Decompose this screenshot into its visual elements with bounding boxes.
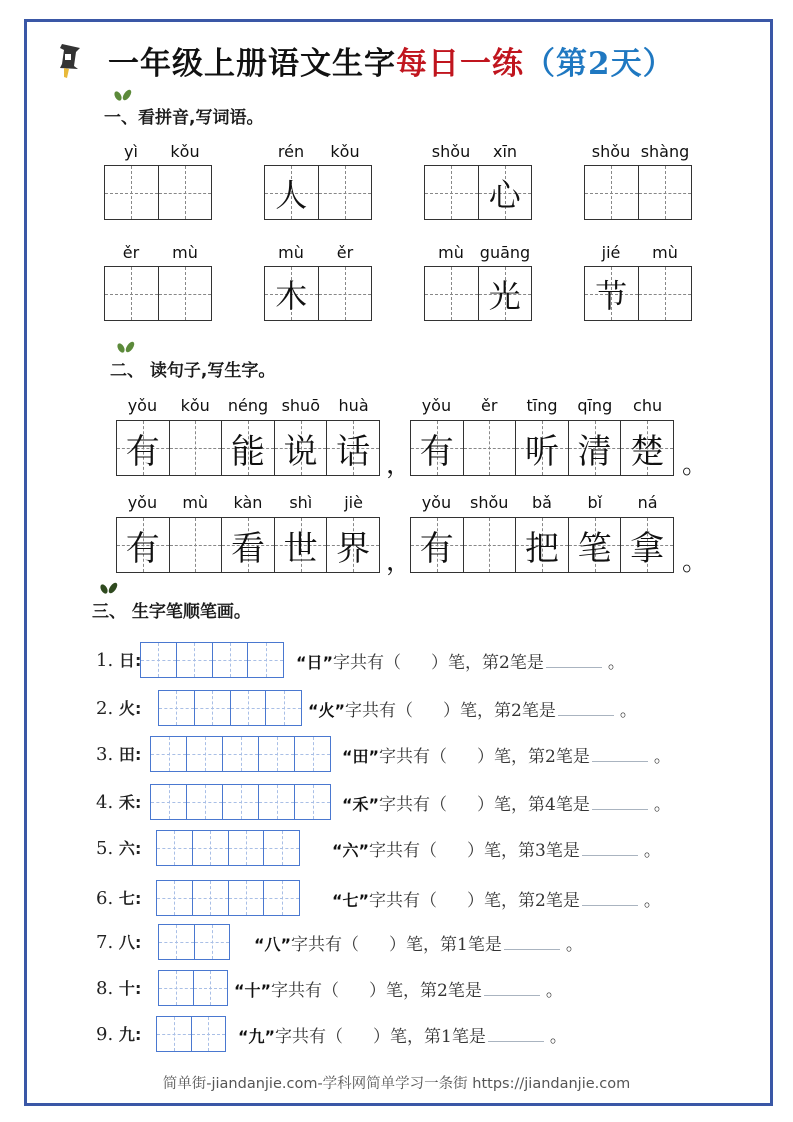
question-character: 六 — [118, 839, 135, 858]
pinyin-syllable: mù — [278, 243, 304, 262]
question-number: 7. — [96, 932, 114, 953]
stroke-cell[interactable] — [213, 643, 249, 677]
stroke-cell[interactable] — [192, 1017, 226, 1051]
quoted-character: “禾” — [342, 795, 380, 814]
stroke-answer-blank[interactable] — [546, 667, 602, 668]
sentence-character: 清 — [577, 431, 612, 472]
question-text — [308, 696, 637, 721]
stroke-cell[interactable] — [157, 831, 193, 865]
pinyin-row — [410, 493, 674, 512]
grid-cell[interactable] — [265, 267, 319, 320]
stroke-cell[interactable] — [223, 737, 259, 771]
page-title — [108, 38, 675, 83]
sentence-character: 有 — [125, 431, 160, 472]
sentence-character: 有 — [419, 431, 454, 472]
stroke-order-grid[interactable] — [158, 924, 230, 960]
question-label — [96, 696, 141, 719]
stroke-nth-prompt: ）笔，第2笔是 — [477, 747, 590, 767]
question-number: 2. — [96, 698, 114, 719]
full-stop: 。 — [549, 1027, 567, 1047]
given-character: 木 — [275, 276, 308, 315]
title-part-2: 每日一练 — [396, 46, 524, 82]
stroke-answer-blank[interactable] — [582, 855, 638, 856]
pinyin-syllable: kǒu — [180, 396, 210, 415]
colon: : — [134, 933, 142, 952]
grid-cell[interactable] — [265, 166, 319, 219]
stroke-cell[interactable] — [295, 737, 330, 771]
stroke-count-prompt: 字共有（ — [379, 747, 448, 767]
stroke-cell[interactable] — [264, 831, 299, 865]
stroke-count-prompt: 字共有（ — [275, 1027, 344, 1047]
pinyin-syllable: xīn — [492, 142, 518, 161]
question-text — [342, 742, 671, 767]
pinyin-syllable: kǒu — [170, 142, 200, 161]
full-stop: 。 — [565, 935, 583, 955]
stroke-cell[interactable] — [157, 881, 193, 915]
stroke-order-grid[interactable] — [140, 642, 284, 678]
stroke-answer-blank[interactable] — [582, 905, 638, 906]
pinyin-row — [584, 243, 692, 262]
question-character: 十 — [118, 979, 135, 998]
pinyin-syllable: shǒu — [591, 142, 631, 161]
grid-cell[interactable] — [275, 518, 328, 572]
full-stop: 。 — [643, 841, 661, 861]
sentence-grid[interactable] — [116, 420, 380, 476]
question-character: 禾 — [118, 793, 135, 812]
full-stop: 。 — [653, 747, 671, 767]
sentence-character: 笔 — [577, 528, 612, 569]
stroke-cell[interactable] — [248, 643, 283, 677]
stroke-cell[interactable] — [231, 691, 267, 725]
stroke-cell[interactable] — [159, 925, 195, 959]
grid-cell[interactable] — [275, 421, 328, 475]
stroke-order-grid[interactable] — [156, 1016, 226, 1052]
pinyin-syllable: shì — [289, 493, 313, 512]
question-number: 1. — [96, 650, 114, 671]
grid-cell[interactable] — [327, 421, 379, 475]
stroke-cell[interactable] — [229, 831, 265, 865]
grid-cell[interactable] — [585, 267, 639, 320]
pinyin-syllable: mù — [652, 243, 678, 262]
stroke-order-grid[interactable] — [158, 690, 302, 726]
pinyin-syllable: yǒu — [127, 493, 158, 512]
stroke-cell[interactable] — [159, 971, 194, 1005]
question-number: 9. — [96, 1024, 114, 1045]
pinyin-syllable: ěr — [336, 243, 354, 262]
question-character: 火 — [118, 699, 135, 718]
grid-cell[interactable] — [117, 518, 170, 572]
full-stop: 。 — [653, 795, 671, 815]
writing-grid[interactable] — [264, 165, 372, 220]
question-label — [96, 930, 141, 953]
sentence-character: 话 — [336, 431, 371, 472]
sentence-character: 说 — [283, 431, 318, 472]
colon: : — [134, 1025, 142, 1044]
full-stop: 。 — [545, 981, 563, 1001]
full-stop: 。 — [643, 891, 661, 911]
pinyin-row — [116, 396, 380, 415]
grid-cell[interactable] — [159, 166, 212, 219]
pinyin-syllable: mù — [172, 243, 198, 262]
writing-grid[interactable] — [424, 266, 532, 321]
sentence-character: 有 — [419, 528, 454, 569]
title-part-1: 一年级上册语文生字 — [108, 46, 396, 82]
colon: : — [134, 745, 142, 764]
stroke-order-grid[interactable] — [158, 970, 228, 1006]
stroke-cell[interactable] — [266, 691, 301, 725]
stroke-count-prompt: 字共有（ — [369, 891, 438, 911]
pinyin-syllable: shuō — [281, 396, 320, 415]
grid-cell[interactable] — [425, 166, 479, 219]
stroke-count-prompt: 字共有（ — [379, 795, 448, 815]
stroke-order-grid[interactable] — [150, 736, 331, 772]
grid-cell[interactable] — [585, 166, 639, 219]
writing-grid[interactable] — [584, 165, 692, 220]
pinyin-syllable: yǒu — [421, 493, 452, 512]
question-label — [96, 1022, 141, 1045]
grid-cell[interactable] — [170, 421, 223, 475]
grid-cell[interactable] — [159, 267, 212, 320]
stroke-nth-prompt: ）笔，第1笔是 — [389, 935, 502, 955]
quoted-character: “九” — [238, 1027, 276, 1046]
pinyin-syllable: tīng — [526, 396, 558, 415]
stroke-cell[interactable] — [187, 737, 223, 771]
pinyin-syllable: qīng — [577, 396, 613, 415]
grid-cell[interactable] — [569, 421, 622, 475]
quoted-character: “火” — [308, 701, 346, 720]
colon: : — [134, 979, 142, 998]
sentence-grid[interactable] — [410, 517, 674, 573]
question-label — [96, 790, 141, 813]
grid-cell[interactable] — [319, 166, 372, 219]
question-character: 田 — [118, 745, 135, 764]
stroke-answer-blank[interactable] — [488, 1041, 544, 1042]
stroke-cell[interactable] — [264, 881, 299, 915]
pinyin-syllable: yǒu — [127, 396, 158, 415]
colon: : — [134, 699, 142, 718]
stroke-cell[interactable] — [187, 785, 223, 819]
grid-cell[interactable] — [319, 267, 372, 320]
question-number: 6. — [96, 888, 114, 909]
pinyin-row — [424, 142, 532, 161]
question-text — [238, 1022, 567, 1047]
pinyin-syllable: bǎ — [532, 493, 552, 512]
stroke-nth-prompt: ）笔，第1笔是 — [373, 1027, 486, 1047]
section-1-heading: 一、看拼音,写词语。 — [104, 108, 264, 128]
question-label — [96, 976, 141, 999]
stroke-cell[interactable] — [151, 785, 187, 819]
stroke-cell[interactable] — [159, 691, 195, 725]
pinyin-syllable: mù — [182, 493, 209, 512]
pinyin-syllable: shǒu — [469, 493, 509, 512]
pinyin-syllable: shǒu — [431, 142, 471, 161]
sentence-character: 能 — [230, 431, 265, 472]
grid-cell[interactable] — [569, 518, 622, 572]
pinyin-syllable: rén — [277, 142, 305, 161]
grid-cell[interactable] — [411, 421, 464, 475]
stroke-nth-prompt: ）笔，第2笔是 — [369, 981, 482, 1001]
grid-cell[interactable] — [105, 166, 159, 219]
sentence-grid[interactable] — [410, 420, 674, 476]
section-3-heading: 三、 生字笔顺笔画。 — [92, 602, 251, 622]
pinyin-syllable: shàng — [640, 142, 690, 161]
full-stop: 。 — [682, 450, 709, 480]
writing-grid[interactable] — [264, 266, 372, 321]
grid-cell[interactable] — [639, 267, 692, 320]
pinyin-row — [584, 142, 692, 161]
pinyin-syllable: kàn — [233, 493, 263, 512]
stroke-answer-blank[interactable] — [484, 995, 540, 996]
pinyin-syllable: mù — [438, 243, 464, 262]
stroke-count-prompt: 字共有（ — [369, 841, 438, 861]
stroke-count-prompt: 字共有（ — [271, 981, 340, 1001]
quoted-character: “十” — [234, 981, 272, 1000]
stroke-cell[interactable] — [229, 881, 265, 915]
question-text — [332, 886, 661, 911]
sentence-character: 界 — [336, 528, 371, 569]
question-text — [254, 930, 583, 955]
question-character: 七 — [118, 889, 135, 908]
grid-cell[interactable] — [621, 421, 673, 475]
grid-cell[interactable] — [411, 518, 464, 572]
pushpin-icon — [52, 40, 86, 80]
stroke-order-grid[interactable] — [156, 830, 300, 866]
pinyin-syllable: jié — [601, 243, 621, 262]
full-stop: 。 — [682, 547, 709, 577]
footer-watermark: 简单街-jiandanjie.com-学科网简单学习一条街 https://jiandanjie.com — [162, 1076, 631, 1092]
grid-cell[interactable] — [479, 166, 532, 219]
grid-cell[interactable] — [170, 518, 223, 572]
pinyin-syllable: chu — [633, 396, 663, 415]
question-character: 八 — [118, 933, 135, 952]
sentence-character: 拿 — [630, 528, 665, 569]
grid-cell[interactable] — [425, 267, 479, 320]
stroke-cell[interactable] — [195, 691, 231, 725]
quoted-character: “八” — [254, 935, 292, 954]
stroke-cell[interactable] — [193, 831, 229, 865]
given-character: 心 — [488, 175, 521, 214]
writing-grid[interactable] — [584, 266, 692, 321]
sentence-character: 看 — [230, 528, 265, 569]
question-number: 3. — [96, 744, 114, 765]
leaf-icon — [115, 340, 137, 354]
grid-cell[interactable] — [464, 518, 517, 572]
pinyin-syllable: guāng — [479, 243, 531, 262]
stroke-cell[interactable] — [223, 785, 259, 819]
pinyin-syllable: ná — [637, 493, 658, 512]
pinyin-syllable: ěr — [480, 396, 498, 415]
pinyin-row — [104, 142, 212, 161]
colon: : — [134, 889, 142, 908]
colon: : — [134, 651, 142, 670]
pinyin-syllable: jiè — [344, 493, 363, 512]
question-label — [96, 742, 141, 765]
grid-cell[interactable] — [479, 267, 532, 320]
stroke-cell[interactable] — [193, 881, 229, 915]
quoted-character: “田” — [342, 747, 380, 766]
sentence-grid[interactable] — [116, 517, 380, 573]
pinyin-row — [424, 243, 532, 262]
question-text — [234, 976, 563, 1001]
quoted-character: “七” — [332, 891, 370, 910]
comma: ， — [386, 450, 413, 480]
stroke-cell[interactable] — [295, 785, 330, 819]
stroke-nth-prompt: ）笔，第3笔是 — [467, 841, 580, 861]
question-text — [332, 836, 661, 861]
question-label — [96, 886, 141, 909]
grid-cell[interactable] — [516, 421, 569, 475]
stroke-answer-blank[interactable] — [558, 715, 614, 716]
grid-cell[interactable] — [516, 518, 569, 572]
question-number: 5. — [96, 838, 114, 859]
pinyin-syllable: yǒu — [421, 396, 452, 415]
colon: : — [134, 793, 142, 812]
sentence-character: 听 — [524, 431, 559, 472]
stroke-cell[interactable] — [259, 785, 295, 819]
stroke-cell[interactable] — [141, 643, 177, 677]
pinyin-syllable: yì — [124, 142, 138, 161]
grid-cell[interactable] — [464, 421, 517, 475]
stroke-cell[interactable] — [177, 643, 213, 677]
question-text — [342, 790, 671, 815]
pinyin-row — [116, 493, 380, 512]
sentence-character: 世 — [283, 528, 318, 569]
stroke-order-grid[interactable] — [156, 880, 300, 916]
stroke-count-prompt: 字共有（ — [333, 653, 402, 673]
stroke-nth-prompt: ）笔，第2笔是 — [467, 891, 580, 911]
grid-cell[interactable] — [222, 421, 275, 475]
stroke-count-prompt: 字共有（ — [345, 701, 414, 721]
stroke-nth-prompt: ）笔，第2笔是 — [431, 653, 544, 673]
sentence-character: 把 — [524, 528, 559, 569]
pinyin-syllable: ěr — [122, 243, 140, 262]
pinyin-syllable: huà — [338, 396, 369, 415]
question-character: 九 — [118, 1025, 135, 1044]
given-character: 光 — [488, 276, 521, 315]
pinyin-syllable: bǐ — [587, 493, 603, 512]
colon: : — [134, 839, 142, 858]
pinyin-row — [104, 243, 212, 262]
stroke-answer-blank[interactable] — [592, 809, 648, 810]
grid-cell[interactable] — [105, 267, 159, 320]
question-number: 4. — [96, 792, 114, 813]
question-character: 日 — [118, 651, 135, 670]
question-number: 8. — [96, 978, 114, 999]
pinyin-syllable: néng — [227, 396, 269, 415]
quoted-character: “六” — [332, 841, 370, 860]
writing-grid[interactable] — [104, 266, 212, 321]
stroke-cell[interactable] — [194, 971, 228, 1005]
pinyin-syllable: kǒu — [330, 142, 360, 161]
stroke-order-grid[interactable] — [150, 784, 331, 820]
grid-cell[interactable] — [621, 518, 673, 572]
stroke-cell[interactable] — [151, 737, 187, 771]
grid-cell[interactable] — [327, 518, 379, 572]
stroke-nth-prompt: ）笔，第4笔是 — [477, 795, 590, 815]
full-stop: 。 — [607, 653, 625, 673]
section-2-heading: 二、 读句子,写生字。 — [110, 361, 276, 381]
title-part-3: （第2天） — [524, 46, 675, 82]
stroke-cell[interactable] — [157, 1017, 192, 1051]
question-text — [296, 648, 625, 673]
quoted-character: “日” — [296, 653, 334, 672]
given-character: 人 — [275, 175, 308, 214]
stroke-answer-blank[interactable] — [504, 949, 560, 950]
comma: ， — [386, 547, 413, 577]
sentence-character: 有 — [125, 528, 160, 569]
writing-grid[interactable] — [424, 165, 532, 220]
grid-cell[interactable] — [117, 421, 170, 475]
stroke-cell[interactable] — [195, 925, 230, 959]
leaf-icon — [112, 88, 134, 102]
given-character: 节 — [595, 276, 628, 315]
stroke-count-prompt: 字共有（ — [291, 935, 360, 955]
pinyin-row — [410, 396, 674, 415]
stroke-cell[interactable] — [259, 737, 295, 771]
pinyin-row — [264, 142, 372, 161]
leaf-icon — [98, 581, 120, 595]
grid-cell[interactable] — [639, 166, 692, 219]
stroke-answer-blank[interactable] — [592, 761, 648, 762]
pinyin-row — [264, 243, 372, 262]
writing-grid[interactable] — [104, 165, 212, 220]
sentence-character: 楚 — [630, 431, 665, 472]
grid-cell[interactable] — [222, 518, 275, 572]
question-label — [96, 648, 141, 671]
stroke-nth-prompt: ）笔，第2笔是 — [443, 701, 556, 721]
question-label — [96, 836, 141, 859]
full-stop: 。 — [619, 701, 637, 721]
